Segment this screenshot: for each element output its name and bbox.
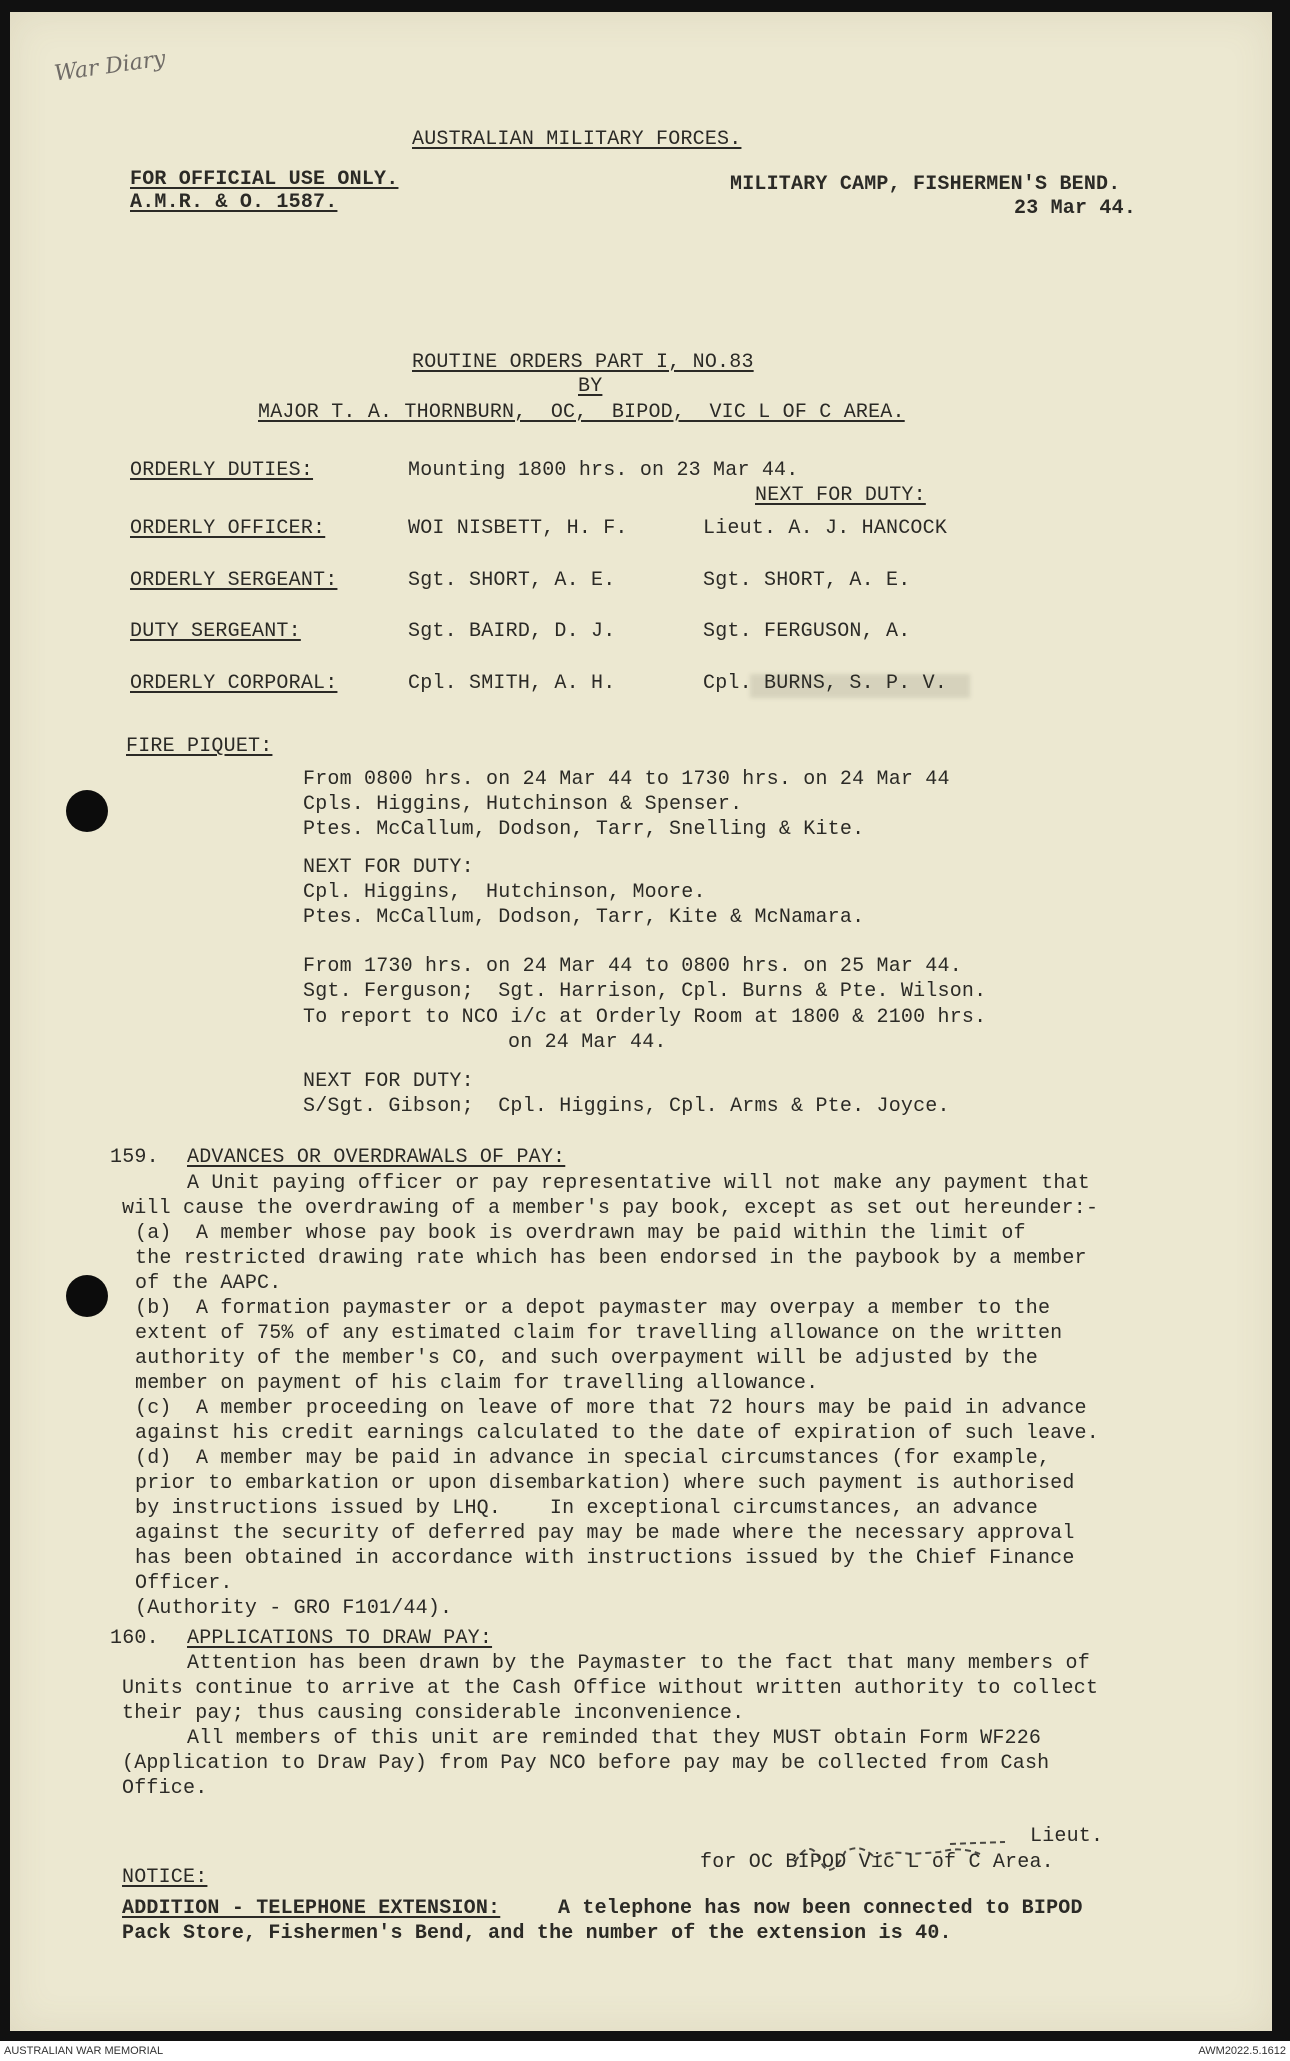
header-right-1: MILITARY CAMP, FISHERMEN'S BEND. <box>730 173 1121 196</box>
fire-piquet-line: on 24 Mar 44. <box>508 1031 667 1054</box>
fire-piquet-line: Sgt. Ferguson; Sgt. Harrison, Cpl. Burns & Pte. Wilson. <box>303 980 987 1003</box>
title-line-3: MAJOR T. A. THORNBURN, OC, BIPOD, VIC L OF C AREA. <box>258 401 905 424</box>
order-160-number: 160. <box>110 1627 159 1650</box>
ink-smudge <box>750 674 970 698</box>
document-page <box>10 12 1272 2031</box>
orderly-corporal-current: Cpl. SMITH, A. H. <box>408 672 616 695</box>
order-159-authority: (Authority - GRO F101/44). <box>135 1597 453 1620</box>
order-159-line: (d) A member may be paid in advance in special circumstances (for example, <box>135 1447 1051 1470</box>
order-159-line: Officer. <box>135 1572 233 1595</box>
orderly-sergeant-label: ORDERLY SERGEANT: <box>130 569 338 592</box>
order-159-line: will cause the overdrawing of a member's pay book, except as set out hereunder:- <box>122 1197 1099 1220</box>
title-line-1: ROUTINE ORDERS PART I, NO.83 <box>412 351 754 374</box>
order-159-line: (a) A member whose pay book is overdrawn may be paid within the limit of <box>135 1222 1026 1245</box>
fire-piquet-line: Ptes. McCallum, Dodson, Tarr, Snelling & Kite. <box>303 818 865 841</box>
mounting-text: Mounting 1800 hrs. on 23 Mar 44. <box>408 459 799 482</box>
punch-hole-top <box>66 790 108 832</box>
orderly-corporal-next: Cpl. BURNS, S. P. V. <box>703 672 948 695</box>
order-159-line: against his credit earnings calculated to the date of expiration of such leave. <box>135 1422 1099 1445</box>
next-for-duty-heading: NEXT FOR DUTY: <box>755 484 926 507</box>
order-159-line: prior to embarkation or upon disembarkation) where such payment is authorised <box>135 1472 1075 1495</box>
order-159-heading: ADVANCES OR OVERDRAWALS OF PAY: <box>187 1146 566 1169</box>
punch-hole-bottom <box>66 1275 108 1317</box>
duty-sergeant-current: Sgt. BAIRD, D. J. <box>408 620 616 643</box>
orderly-officer-label: ORDERLY OFFICER: <box>130 517 326 540</box>
notice-line: Pack Store, Fishermen's Bend, and the number of the extension is 40. <box>122 1922 952 1945</box>
footer-left-caption: AUSTRALIAN WAR MEMORIAL <box>4 2045 164 2057</box>
fire-piquet-line: Cpls. Higgins, Hutchinson & Spenser. <box>303 793 743 816</box>
fire-piquet-line: Ptes. McCallum, Dodson, Tarr, Kite & McNamara. <box>303 906 865 929</box>
orderly-sergeant-next: Sgt. SHORT, A. E. <box>703 569 911 592</box>
order-160-line: (Application to Draw Pay) from Pay NCO before pay may be collected from Cash <box>122 1752 1050 1775</box>
order-159-line: authority of the member's CO, and such overpayment will be adjusted by the <box>135 1347 1038 1370</box>
notice-label: NOTICE: <box>122 1866 208 1889</box>
order-160-line: All members of this unit are reminded that they MUST obtain Form WF226 <box>187 1727 1042 1750</box>
order-159-line: the restricted drawing rate which has been endorsed in the paybook by a member <box>135 1247 1087 1270</box>
signature-rank: Lieut. <box>1030 1825 1104 1848</box>
order-160-line: Office. <box>122 1777 208 1800</box>
order-160-line: Units continue to arrive at the Cash Office without written authority to collect <box>122 1677 1099 1700</box>
order-159-line: against the security of deferred pay may be made where the necessary approval <box>135 1522 1075 1545</box>
order-160-line: their pay; thus causing considerable inconvenience. <box>122 1702 745 1725</box>
fire-piquet-line: To report to NCO i/c at Orderly Room at 1800 & 2100 hrs. <box>303 1006 987 1029</box>
notice-addition-label: ADDITION - TELEPHONE EXTENSION: <box>122 1897 501 1920</box>
fire-piquet-line: S/Sgt. Gibson; Cpl. Higgins, Cpl. Arms & Pte. Joyce. <box>303 1095 950 1118</box>
order-159-line: by instructions issued by LHQ. In exceptional circumstances, an advance <box>135 1497 1038 1520</box>
orderly-officer-next: Lieut. A. J. HANCOCK <box>703 517 948 540</box>
duty-sergeant-label: DUTY SERGEANT: <box>130 620 301 643</box>
order-159-line: (b) A formation paymaster or a depot paymaster may overpay a member to the <box>135 1297 1051 1320</box>
orderly-officer-current: WOI NISBETT, H. F. <box>408 517 628 540</box>
orderly-sergeant-current: Sgt. SHORT, A. E. <box>408 569 616 592</box>
fire-piquet-line: NEXT FOR DUTY: <box>303 1070 474 1093</box>
header-left-2: A.M.R. & O. 1587. <box>130 191 338 214</box>
header-left-1: FOR OFFICIAL USE ONLY. <box>130 168 399 191</box>
duty-sergeant-next: Sgt. FERGUSON, A. <box>703 620 911 643</box>
title-line-2: BY <box>578 375 603 398</box>
fire-piquet-label: FIRE PIQUET: <box>126 735 273 758</box>
signature-for-line: for OC BIPOD Vic L of C Area. <box>700 1851 1054 1874</box>
order-159-line: member on payment of his claim for travelling allowance. <box>135 1372 819 1395</box>
fire-piquet-line: Cpl. Higgins, Hutchinson, Moore. <box>303 881 706 904</box>
order-159-line: A Unit paying officer or pay representative will not make any payment that <box>187 1172 1090 1195</box>
fire-piquet-line: From 1730 hrs. on 24 Mar 44 to 0800 hrs. on 25 Mar 44. <box>303 955 962 978</box>
orderly-corporal-label: ORDERLY CORPORAL: <box>130 672 338 695</box>
order-160-heading: APPLICATIONS TO DRAW PAY: <box>187 1627 493 1650</box>
handwritten-note: War Diary <box>52 46 168 87</box>
order-159-line: (c) A member proceeding on leave of more that 72 hours may be paid in advance <box>135 1397 1087 1420</box>
order-159-number: 159. <box>110 1146 159 1169</box>
order-159-line: has been obtained in accordance with instructions issued by the Chief Finance <box>135 1547 1075 1570</box>
orderly-duties-label: ORDERLY DUTIES: <box>130 459 314 482</box>
order-160-line: Attention has been drawn by the Paymaster to the fact that many members of <box>187 1652 1090 1675</box>
footer-right-caption: AWM2022.5.1612 <box>1198 2045 1286 2057</box>
fire-piquet-line: From 0800 hrs. on 24 Mar 44 to 1730 hrs. on 24 Mar 44 <box>303 768 950 791</box>
fire-piquet-line: NEXT FOR DUTY: <box>303 856 474 879</box>
notice-line: A telephone has now been connected to BIPOD <box>558 1897 1083 1920</box>
order-159-line: of the AAPC. <box>135 1272 282 1295</box>
order-159-line: extent of 75% of any estimated claim for travelling allowance on the written <box>135 1322 1063 1345</box>
header-right-2: 23 Mar 44. <box>1014 197 1137 220</box>
header-center: AUSTRALIAN MILITARY FORCES. <box>412 128 742 151</box>
